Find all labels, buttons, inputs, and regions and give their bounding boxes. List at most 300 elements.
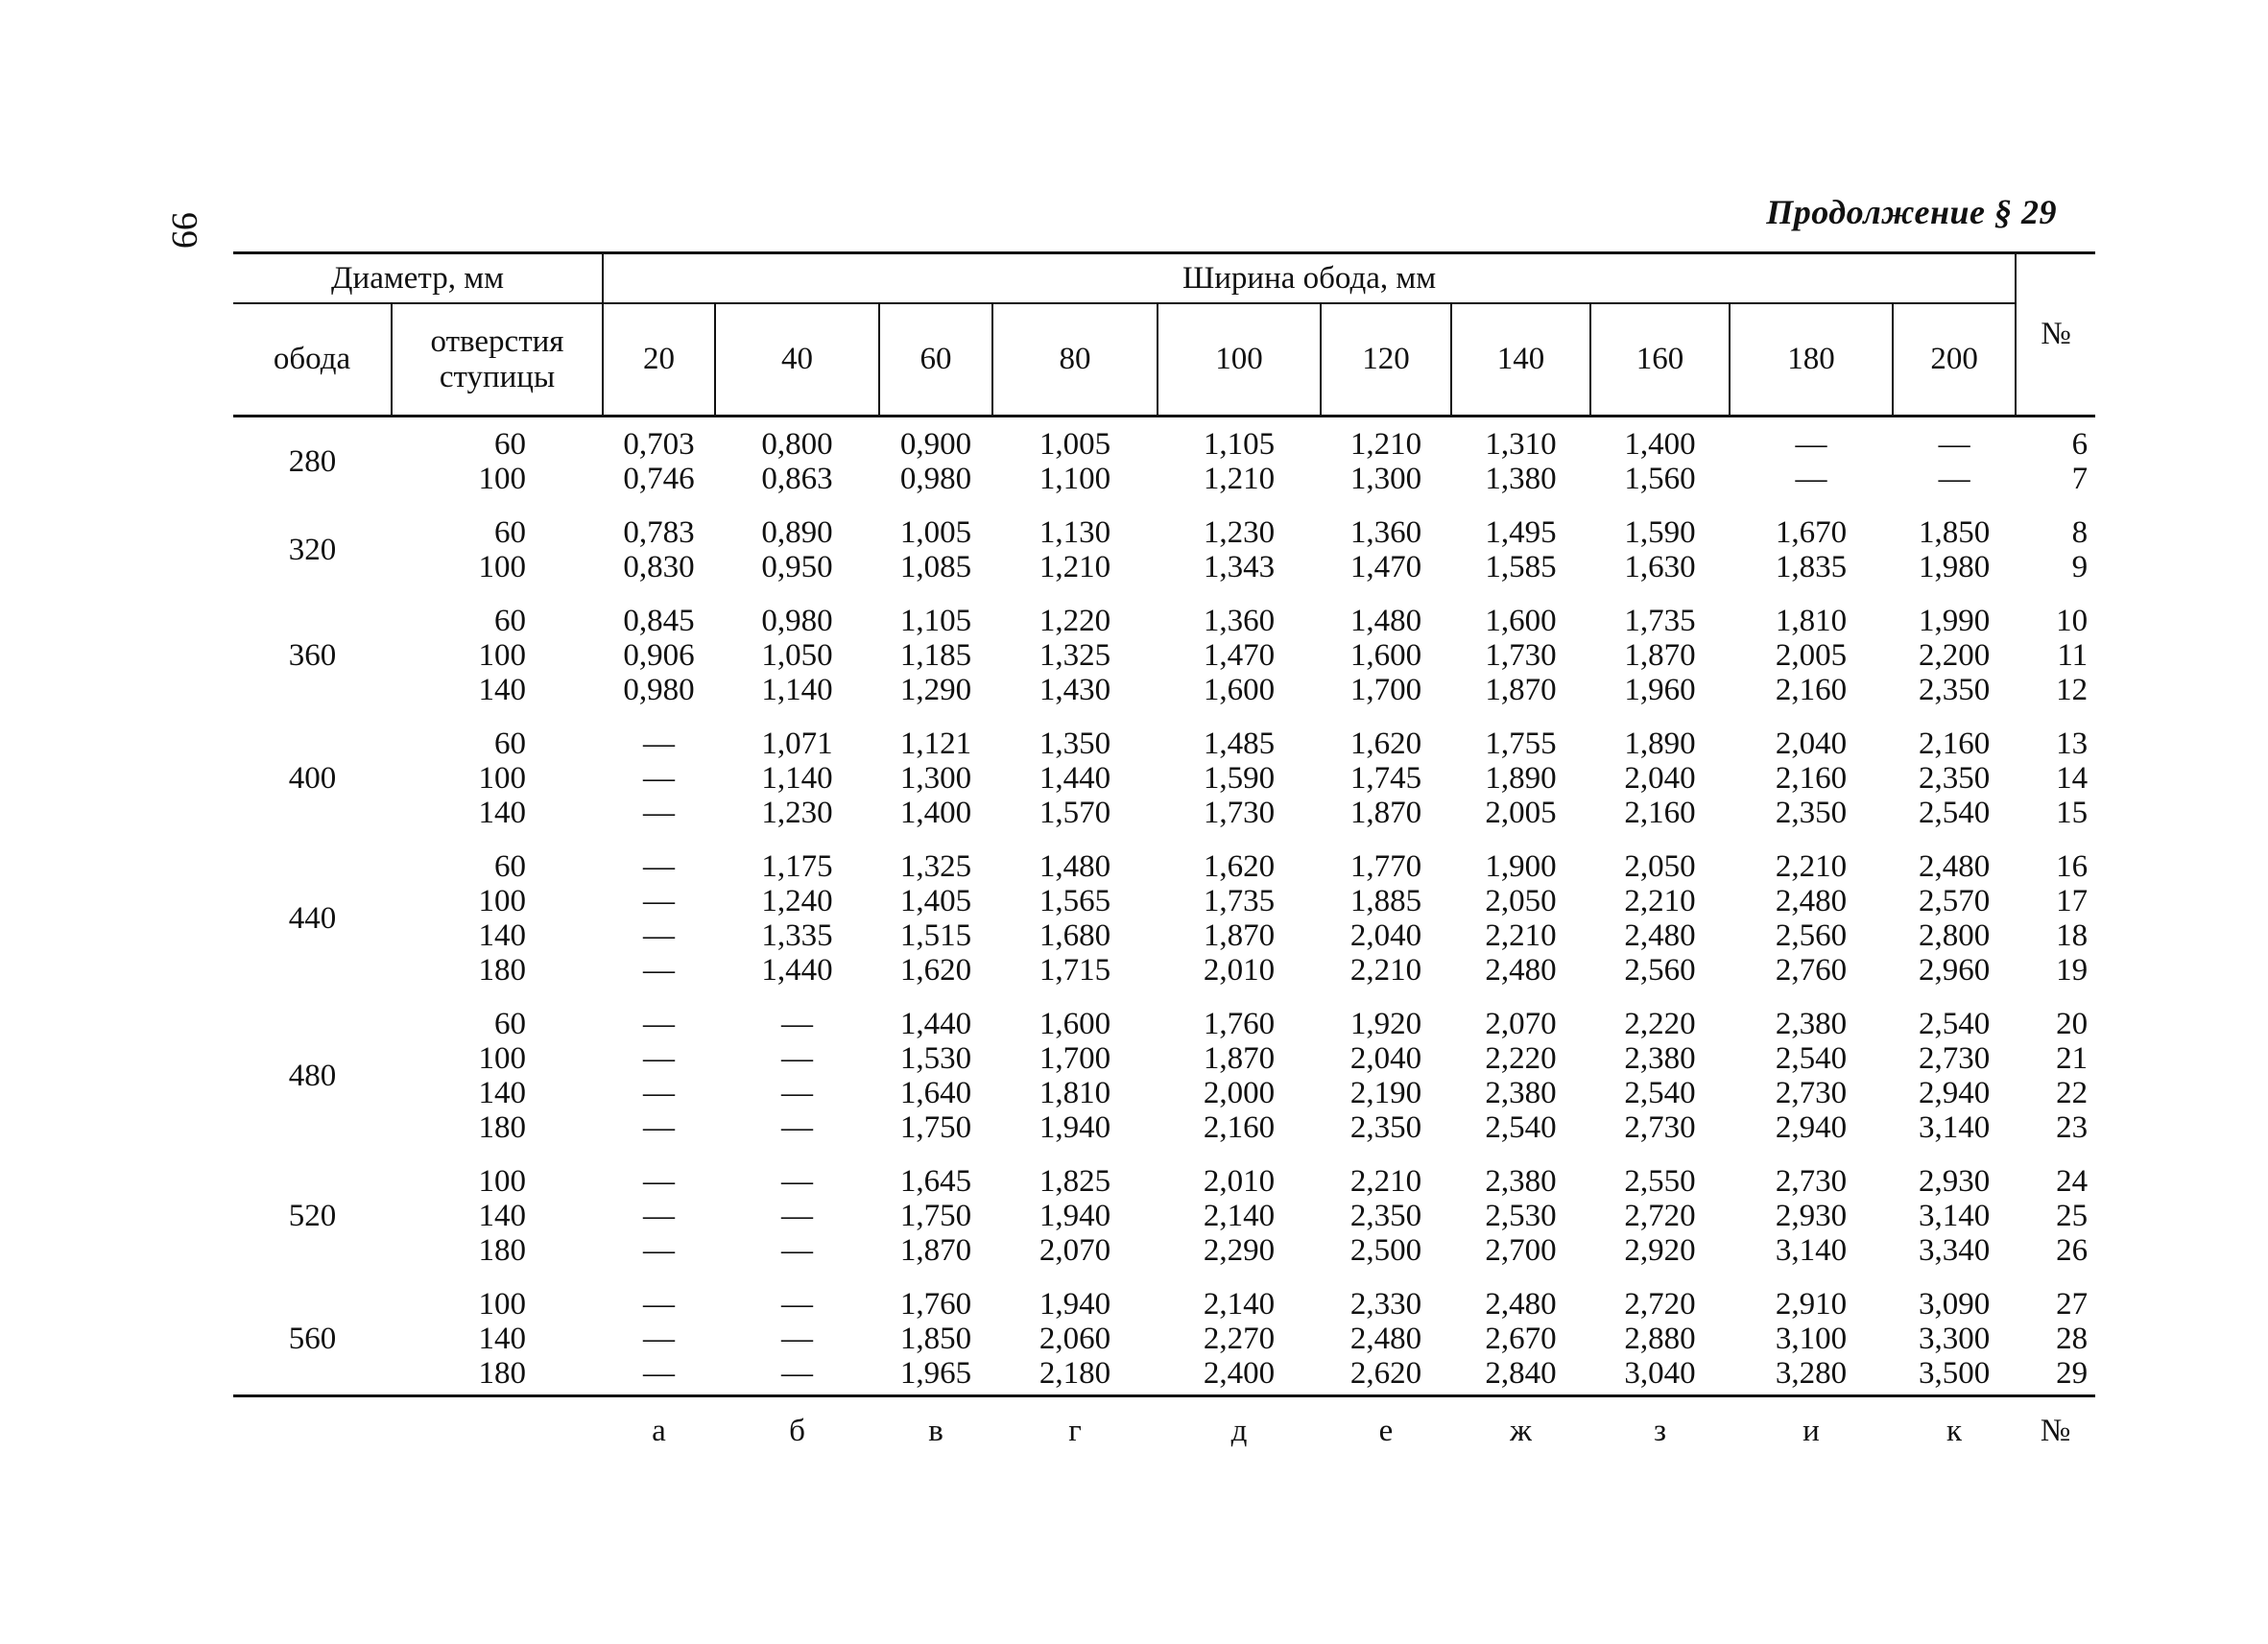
value-cell: [992, 417, 1158, 501]
value-cell: [1893, 417, 2016, 501]
cell-value: 1,210: [1039, 550, 1111, 584]
cell-value: 0,845: [623, 604, 695, 638]
value-cell: [603, 1149, 715, 1272]
cell-value: 2,480: [1775, 884, 1848, 918]
row-number-value: 16: [2056, 849, 2089, 884]
cell-value: 2,760: [1775, 953, 1848, 988]
hole-diameters: [392, 1149, 603, 1272]
value-cell: [715, 1149, 879, 1272]
value-cell: [1590, 991, 1730, 1149]
cell-value: 1,470: [1203, 638, 1276, 673]
row-number: [2016, 1149, 2095, 1272]
row-number-value: 17: [2056, 884, 2089, 918]
value-cell: [992, 1272, 1158, 1396]
cell-value: 2,380: [1485, 1164, 1557, 1199]
cell-value: 2,700: [1485, 1233, 1557, 1268]
row-number-value: 25: [2056, 1199, 2089, 1233]
hole-diameters: [392, 417, 603, 501]
cell-value: 2,040: [1349, 1041, 1422, 1076]
row-number-value: 6: [2071, 427, 2089, 462]
hole-diameters: [392, 1272, 603, 1396]
cell-value: 0,863: [761, 462, 833, 496]
cell-value: 2,670: [1485, 1322, 1557, 1356]
cell-value: 2,720: [1624, 1199, 1696, 1233]
cell-value: 0,830: [623, 550, 695, 584]
cell-value: —: [643, 849, 675, 884]
cell-value: 1,980: [1918, 550, 1991, 584]
cell-value: 2,380: [1775, 1007, 1848, 1041]
cell-value: 1,620: [1203, 849, 1276, 884]
cell-value: 2,140: [1203, 1199, 1276, 1233]
hole-diameter: 60: [494, 849, 526, 884]
cell-value: 2,040: [1624, 761, 1696, 796]
cell-value: —: [1795, 462, 1827, 496]
cell-value: 2,220: [1485, 1041, 1557, 1076]
cell-value: 1,440: [1039, 761, 1111, 796]
cell-value: 1,600: [1203, 673, 1276, 707]
cell-value: 1,440: [899, 1007, 972, 1041]
cell-value: 2,160: [1918, 727, 1991, 761]
row-number-value: 14: [2056, 761, 2089, 796]
table-row: [233, 991, 2095, 1149]
cell-value: 0,890: [761, 515, 833, 550]
cell-value: —: [643, 1041, 675, 1076]
cell-value: 2,730: [1918, 1041, 1991, 1076]
cell-value: 2,540: [1775, 1041, 1848, 1076]
rim-table: [233, 251, 2095, 1465]
row-number-value: 18: [2056, 918, 2089, 953]
cell-value: 1,730: [1203, 796, 1276, 830]
value-cell: [1730, 1272, 1893, 1396]
width-header-8: 180: [1730, 303, 1893, 417]
cell-value: 1,735: [1624, 604, 1696, 638]
value-cell: [879, 588, 992, 711]
rim-diameter: 280: [288, 444, 337, 479]
cell-value: 2,480: [1485, 953, 1557, 988]
cell-value: 2,040: [1349, 918, 1422, 953]
cell-value: —: [781, 1041, 813, 1076]
cell-value: —: [1938, 462, 1970, 496]
value-cell: [1590, 588, 1730, 711]
width-header-3: 80: [992, 303, 1158, 417]
diameter-header: Диаметр, мм: [233, 253, 603, 304]
value-cell: [1321, 588, 1451, 711]
value-cell: [603, 711, 715, 834]
cell-value: 1,360: [1203, 604, 1276, 638]
value-cell: [1321, 500, 1451, 588]
cell-value: 3,140: [1918, 1199, 1991, 1233]
value-cell: [1590, 834, 1730, 991]
cell-value: 2,380: [1485, 1076, 1557, 1110]
cell-value: 2,540: [1918, 796, 1991, 830]
cell-value: 1,343: [1203, 550, 1276, 584]
cell-value: 0,980: [623, 673, 695, 707]
rim-diameter: 400: [288, 761, 337, 796]
page-number: 99: [164, 212, 204, 249]
value-cell: [1158, 417, 1321, 501]
cell-value: —: [643, 1110, 675, 1145]
cell-value: 1,515: [899, 918, 972, 953]
cell-value: 3,040: [1624, 1356, 1696, 1391]
row-number: [2016, 500, 2095, 588]
rim-diameter: 320: [288, 533, 337, 567]
row-number: [2016, 834, 2095, 991]
cell-value: 1,071: [761, 727, 833, 761]
cell-value: 1,130: [1039, 515, 1111, 550]
cell-value: 1,380: [1485, 462, 1557, 496]
value-cell: [992, 500, 1158, 588]
cell-value: 3,100: [1775, 1322, 1848, 1356]
cell-value: 1,400: [1624, 427, 1696, 462]
cell-value: —: [643, 1322, 675, 1356]
row-number-value: 22: [2056, 1076, 2089, 1110]
cell-value: 1,750: [899, 1199, 972, 1233]
hole-diameter: 60: [494, 727, 526, 761]
cell-value: 1,100: [1039, 462, 1111, 496]
cell-value: 1,405: [899, 884, 972, 918]
hole-diameter: 100: [478, 884, 526, 918]
value-cell: [1893, 991, 2016, 1149]
cell-value: —: [643, 1199, 675, 1233]
value-cell: [1321, 834, 1451, 991]
cell-value: 1,485: [1203, 727, 1276, 761]
row-number: [2016, 417, 2095, 501]
cell-value: 1,480: [1349, 604, 1422, 638]
cell-value: 1,230: [761, 796, 833, 830]
cell-value: 1,835: [1775, 550, 1848, 584]
value-cell: [715, 1272, 879, 1396]
value-cell: [715, 991, 879, 1149]
hole-diameter: 100: [478, 1041, 526, 1076]
cell-value: 2,050: [1624, 849, 1696, 884]
cell-value: 2,270: [1203, 1322, 1276, 1356]
width-header-0: 20: [603, 303, 715, 417]
cell-value: 1,310: [1485, 427, 1557, 462]
cell-value: —: [643, 953, 675, 988]
cell-value: —: [781, 1199, 813, 1233]
value-cell: [1730, 588, 1893, 711]
table-row: [233, 834, 2095, 991]
cell-value: 2,050: [1485, 884, 1557, 918]
row-number-value: 10: [2056, 604, 2089, 638]
cell-value: 2,200: [1918, 638, 1991, 673]
cell-value: 1,900: [1485, 849, 1557, 884]
cell-value: —: [781, 1110, 813, 1145]
cell-value: 1,745: [1349, 761, 1422, 796]
cell-value: —: [643, 1164, 675, 1199]
cell-value: —: [781, 1076, 813, 1110]
row-number-value: 23: [2056, 1110, 2089, 1145]
value-cell: [715, 711, 879, 834]
value-cell: [603, 417, 715, 501]
width-header-6: 140: [1451, 303, 1590, 417]
cell-value: 2,005: [1485, 796, 1557, 830]
value-cell: [1451, 834, 1590, 991]
cell-value: 1,300: [899, 761, 972, 796]
cell-value: 1,585: [1485, 550, 1557, 584]
cell-value: 1,700: [1039, 1041, 1111, 1076]
cell-value: 1,810: [1039, 1076, 1111, 1110]
value-cell: [1730, 711, 1893, 834]
cell-value: 0,703: [623, 427, 695, 462]
cell-value: 0,900: [899, 427, 972, 462]
cell-value: 3,140: [1918, 1110, 1991, 1145]
continuation-heading: Продолжение § 29: [1766, 193, 2057, 231]
no-header: №: [2041, 317, 2071, 351]
row-number-value: 29: [2056, 1356, 2089, 1391]
value-cell: [603, 834, 715, 991]
column-letter: ж: [1451, 1396, 1590, 1465]
value-cell: [992, 1149, 1158, 1272]
cell-value: 1,870: [1349, 796, 1422, 830]
width-header-1: 40: [715, 303, 879, 417]
cell-value: 1,940: [1039, 1199, 1111, 1233]
cell-value: 1,645: [899, 1164, 972, 1199]
value-cell: [603, 588, 715, 711]
value-cell: [1590, 1149, 1730, 1272]
cell-value: 1,495: [1485, 515, 1557, 550]
value-cell: [1893, 711, 2016, 834]
cell-value: 2,730: [1624, 1110, 1696, 1145]
cell-value: 1,700: [1349, 673, 1422, 707]
table-row: [233, 1149, 2095, 1272]
cell-value: 2,840: [1485, 1356, 1557, 1391]
cell-value: 3,500: [1918, 1356, 1991, 1391]
cell-value: 2,940: [1918, 1076, 1991, 1110]
cell-value: 2,960: [1918, 953, 1991, 988]
cell-value: 2,540: [1624, 1076, 1696, 1110]
cell-value: 1,735: [1203, 884, 1276, 918]
value-cell: [1451, 1272, 1590, 1396]
cell-value: 1,325: [899, 849, 972, 884]
column-letter: б: [715, 1396, 879, 1465]
cell-value: 1,670: [1775, 515, 1848, 550]
cell-value: 2,350: [1349, 1110, 1422, 1145]
cell-value: 1,140: [761, 761, 833, 796]
value-cell: [1893, 1149, 2016, 1272]
cell-value: 2,290: [1203, 1233, 1276, 1268]
cell-value: 1,300: [1349, 462, 1422, 496]
value-cell: [992, 711, 1158, 834]
cell-value: 1,965: [899, 1356, 972, 1391]
row-number-value: 21: [2056, 1041, 2089, 1076]
row-number-value: 28: [2056, 1322, 2089, 1356]
cell-value: —: [781, 1164, 813, 1199]
value-cell: [1730, 417, 1893, 501]
hole-diameter: 140: [478, 1199, 526, 1233]
cell-value: 1,600: [1485, 604, 1557, 638]
value-cell: [879, 711, 992, 834]
cell-value: 2,730: [1775, 1076, 1848, 1110]
value-cell: [1451, 991, 1590, 1149]
cell-value: 1,210: [1349, 427, 1422, 462]
rim-diameter: 440: [288, 901, 337, 936]
row-number: [2016, 991, 2095, 1149]
table-row: [233, 1272, 2095, 1396]
cell-value: 2,040: [1775, 727, 1848, 761]
cell-value: 1,715: [1039, 953, 1111, 988]
cell-value: 1,590: [1624, 515, 1696, 550]
cell-value: 1,185: [899, 638, 972, 673]
cell-value: 0,950: [761, 550, 833, 584]
hole-diameters: [392, 834, 603, 991]
cell-value: 2,530: [1485, 1199, 1557, 1233]
cell-value: 1,890: [1624, 727, 1696, 761]
row-number-value: 11: [2057, 638, 2089, 673]
cell-value: 3,280: [1775, 1356, 1848, 1391]
cell-value: 2,930: [1775, 1199, 1848, 1233]
row-number-value: 27: [2056, 1287, 2089, 1322]
value-cell: [1321, 711, 1451, 834]
cell-value: 2,620: [1349, 1356, 1422, 1391]
cell-value: 3,090: [1918, 1287, 1991, 1322]
row-number-value: 13: [2056, 727, 2089, 761]
hole-diameters: [392, 500, 603, 588]
cell-value: 2,060: [1039, 1322, 1111, 1356]
cell-value: 2,480: [1624, 918, 1696, 953]
cell-value: 2,720: [1624, 1287, 1696, 1322]
row-number-value: 19: [2056, 953, 2089, 988]
cell-value: 1,730: [1485, 638, 1557, 673]
value-cell: [1730, 991, 1893, 1149]
value-cell: [879, 1149, 992, 1272]
width-header-4: 100: [1158, 303, 1321, 417]
cell-value: 2,500: [1349, 1233, 1422, 1268]
table-row: [233, 711, 2095, 834]
value-cell: [879, 991, 992, 1149]
value-cell: [1893, 500, 2016, 588]
row-number-value: 9: [2071, 550, 2089, 584]
cell-value: 2,480: [1349, 1322, 1422, 1356]
width-header-7: 160: [1590, 303, 1730, 417]
hole-diameters: [392, 711, 603, 834]
hole-diameters: [392, 991, 603, 1149]
cell-value: 1,760: [1203, 1007, 1276, 1041]
hole-diameter: 100: [478, 550, 526, 584]
cell-value: —: [781, 1322, 813, 1356]
value-cell: [1590, 417, 1730, 501]
hole-diameter: 140: [478, 1322, 526, 1356]
cell-value: —: [643, 1007, 675, 1041]
cell-value: —: [643, 918, 675, 953]
cell-value: 2,540: [1918, 1007, 1991, 1041]
value-cell: [1451, 500, 1590, 588]
hole-diameters: [392, 588, 603, 711]
value-cell: [879, 417, 992, 501]
cell-value: 2,210: [1349, 953, 1422, 988]
cell-value: 1,105: [899, 604, 972, 638]
cell-value: 2,560: [1775, 918, 1848, 953]
cell-value: 0,906: [623, 638, 695, 673]
cell-value: —: [781, 1007, 813, 1041]
row-number-value: 12: [2056, 673, 2089, 707]
value-cell: [1158, 588, 1321, 711]
cell-value: 1,680: [1039, 918, 1111, 953]
cell-value: 1,085: [899, 550, 972, 584]
rim-diameter: 480: [288, 1059, 337, 1093]
cell-value: 1,175: [761, 849, 833, 884]
cell-value: 1,755: [1485, 727, 1557, 761]
cell-value: 2,800: [1918, 918, 1991, 953]
row-number-value: 7: [2071, 462, 2089, 496]
cell-value: —: [781, 1233, 813, 1268]
cell-value: 1,870: [1203, 918, 1276, 953]
table-row: [233, 588, 2095, 711]
row-number: [2016, 1272, 2095, 1396]
column-letter: и: [1730, 1396, 1893, 1465]
value-cell: [1158, 500, 1321, 588]
cell-value: 1,430: [1039, 673, 1111, 707]
row-number: [2016, 711, 2095, 834]
cell-value: 0,800: [761, 427, 833, 462]
row-number-value: 20: [2056, 1007, 2089, 1041]
value-cell: [715, 417, 879, 501]
cell-value: 2,010: [1203, 953, 1276, 988]
cell-value: 1,890: [1485, 761, 1557, 796]
cell-value: 1,810: [1775, 604, 1848, 638]
column-letter: г: [992, 1396, 1158, 1465]
cell-value: 2,160: [1624, 796, 1696, 830]
rim-diameter: 360: [288, 638, 337, 673]
cell-value: 2,220: [1624, 1007, 1696, 1041]
cell-value: 0,980: [761, 604, 833, 638]
hole-header: отверстия ступицы: [392, 303, 603, 417]
cell-value: 1,600: [1349, 638, 1422, 673]
rim-diameter: 520: [288, 1199, 337, 1233]
value-cell: [1590, 500, 1730, 588]
cell-value: 0,746: [623, 462, 695, 496]
cell-value: 1,590: [1203, 761, 1276, 796]
cell-value: 1,960: [1624, 673, 1696, 707]
cell-value: —: [1938, 427, 1970, 462]
column-letter: в: [879, 1396, 992, 1465]
hole-diameter: 180: [478, 1110, 526, 1145]
cell-value: 1,290: [899, 673, 972, 707]
cell-value: 2,560: [1624, 953, 1696, 988]
width-header: Ширина обода, мм: [603, 253, 2016, 304]
rim-diameter: 560: [288, 1322, 337, 1356]
value-cell: [603, 500, 715, 588]
cell-value: —: [643, 1287, 675, 1322]
cell-value: 1,335: [761, 918, 833, 953]
cell-value: 2,160: [1203, 1110, 1276, 1145]
cell-value: 2,930: [1918, 1164, 1991, 1199]
cell-value: 2,380: [1624, 1041, 1696, 1076]
hole-diameter: 60: [494, 427, 526, 462]
cell-value: 2,190: [1349, 1076, 1422, 1110]
value-cell: [992, 588, 1158, 711]
value-cell: [1730, 500, 1893, 588]
hole-diameter: 60: [494, 1007, 526, 1041]
value-cell: [1451, 417, 1590, 501]
cell-value: 2,210: [1485, 918, 1557, 953]
cell-value: 1,570: [1039, 796, 1111, 830]
cell-value: 1,920: [1349, 1007, 1422, 1041]
cell-value: 2,910: [1775, 1287, 1848, 1322]
cell-value: 1,230: [1203, 515, 1276, 550]
hole-diameter: 60: [494, 515, 526, 550]
value-cell: [1158, 834, 1321, 991]
cell-value: 1,400: [899, 796, 972, 830]
cell-value: 2,210: [1775, 849, 1848, 884]
value-cell: [1893, 588, 2016, 711]
value-cell: [1158, 991, 1321, 1149]
cell-value: —: [643, 761, 675, 796]
cell-value: 2,010: [1203, 1164, 1276, 1199]
cell-value: 1,850: [1918, 515, 1991, 550]
cell-value: 1,640: [899, 1076, 972, 1110]
cell-value: 2,480: [1485, 1287, 1557, 1322]
